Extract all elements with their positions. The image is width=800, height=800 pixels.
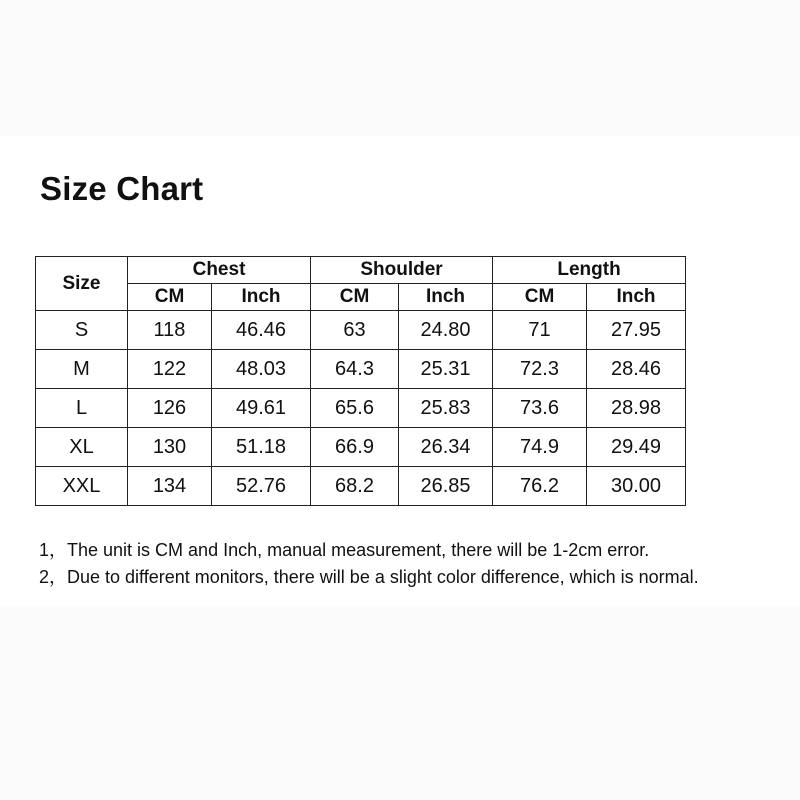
shoulder-header: Shoulder <box>311 257 493 284</box>
unit-header: CM <box>128 284 212 311</box>
note-item: 1，The unit is CM and Inch, manual measurement, there will be 1-2cm error. <box>39 540 650 560</box>
table-cell: 130 <box>128 428 212 467</box>
table-row <box>36 428 686 467</box>
table-cell: 118 <box>128 311 212 350</box>
table-cell: 72.3 <box>493 350 587 389</box>
table-cell: 134 <box>128 467 212 506</box>
table-cell: 25.31 <box>399 350 493 389</box>
table-cell: 28.98 <box>587 389 686 428</box>
table-cell: 76.2 <box>493 467 587 506</box>
table-cell: 68.2 <box>311 467 399 506</box>
size-column-header: Size <box>36 257 128 311</box>
size-cell: XXL <box>36 467 128 506</box>
table-cell: 66.9 <box>311 428 399 467</box>
length-header: Length <box>493 257 686 284</box>
unit-header-row <box>36 284 686 311</box>
table-cell: 64.3 <box>311 350 399 389</box>
table-cell: 27.95 <box>587 311 686 350</box>
unit-header: CM <box>311 284 399 311</box>
table-cell: 122 <box>128 350 212 389</box>
table-cell: 26.34 <box>399 428 493 467</box>
table-cell: 28.46 <box>587 350 686 389</box>
unit-header: Inch <box>399 284 493 311</box>
table-cell: 48.03 <box>212 350 311 389</box>
table-cell: 63 <box>311 311 399 350</box>
table-cell: 51.18 <box>212 428 311 467</box>
table-cell: 46.46 <box>212 311 311 350</box>
table-cell: 126 <box>128 389 212 428</box>
unit-header: CM <box>493 284 587 311</box>
table-row <box>36 467 686 506</box>
size-cell: M <box>36 350 128 389</box>
size-cell: L <box>36 389 128 428</box>
table-cell: 25.83 <box>399 389 493 428</box>
table-cell: 26.85 <box>399 467 493 506</box>
page-title: Size Chart <box>40 170 204 207</box>
table-cell: 29.49 <box>587 428 686 467</box>
unit-header: Inch <box>587 284 686 311</box>
table-row <box>36 311 686 350</box>
size-cell: XL <box>36 428 128 467</box>
table-row <box>36 389 686 428</box>
table-cell: 30.00 <box>587 467 686 506</box>
table-cell: 73.6 <box>493 389 587 428</box>
group-header-row <box>36 257 686 284</box>
table-cell: 24.80 <box>399 311 493 350</box>
table-row <box>36 350 686 389</box>
unit-header: Inch <box>212 284 311 311</box>
table-cell: 74.9 <box>493 428 587 467</box>
chest-header: Chest <box>128 257 311 284</box>
table-cell: 71 <box>493 311 587 350</box>
size-cell: S <box>36 311 128 350</box>
table-cell: 65.6 <box>311 389 399 428</box>
notes <box>39 537 699 591</box>
size-table <box>35 256 686 506</box>
table-cell: 49.61 <box>212 389 311 428</box>
table-cell: 52.76 <box>212 467 311 506</box>
note-item: 2，Due to different monitors, there will be a slight color difference, which is normal. <box>39 567 699 587</box>
